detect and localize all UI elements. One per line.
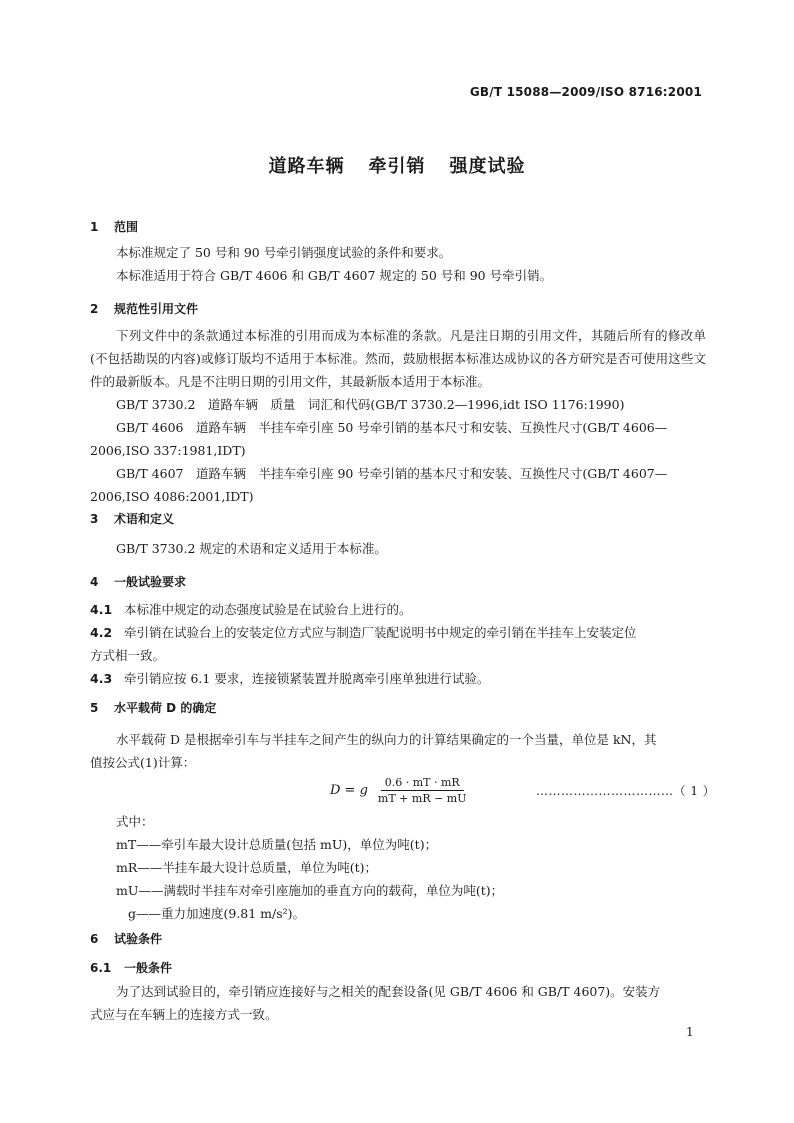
clause-4-2: 4.2 牵引销在试验台上的安装定位方式应与制造厂装配说明书中规定的牵引销在半挂车上安装定位	[90, 625, 637, 640]
formula-denominator: mT + mR − mU	[377, 792, 467, 805]
formula-number: ……………………………（ 1 ）	[536, 784, 716, 798]
reference-item: GB/T 4607 道路车辆 半挂车牵引座 90 号牵引销的基本尺寸和安装、互换性尺寸(GB/T 4607—	[116, 466, 668, 481]
variable-definition: mR——半挂车最大设计总质量，单位为吨(t)；	[116, 860, 378, 875]
section-heading: 6 试验条件	[90, 932, 163, 946]
title-part-2: 牵引销	[368, 156, 426, 177]
section-heading: 2 规范性引用文件	[90, 302, 199, 316]
paragraph: 为了达到试验目的，牵引销应连接好与之相关的配套设备(见 GB/T 4606 和 GB/T 4607)。安装方	[116, 984, 661, 999]
formula-numerator: 0.6 · mT · mR	[381, 776, 464, 791]
formula-fraction	[378, 776, 467, 805]
section-2	[90, 298, 706, 508]
paragraph: GB/T 3730.2 规定的术语和定义适用于本标准。	[116, 541, 387, 556]
reference-item: GB/T 3730.2 道路车辆 质量 词汇和代码(GB/T 3730.2—1996,idt ISO 1176:1990)	[116, 397, 625, 412]
formula-lhs: D = g	[330, 783, 368, 798]
variable-list	[90, 810, 706, 925]
paragraph: 本标准规定了 50 号和 90 号牵引销强度试验的条件和要求。	[116, 245, 452, 260]
formula-1	[330, 776, 467, 805]
variable-definition: mT——牵引车最大设计总质量(包括 mU)，单位为吨(t)；	[116, 837, 438, 852]
reference-continuation: 2006,ISO 337:1981,IDT)	[90, 443, 246, 458]
section-6	[90, 928, 706, 1026]
paragraph: 水平载荷 D 是根据牵引车与半挂车之间产生的纵向力的计算结果确定的一个当量，单位是 kN，其	[116, 732, 657, 747]
standard-code: GB/T 15088—2009/ISO 8716:2001	[469, 85, 702, 99]
section-1	[90, 216, 706, 287]
section-3	[90, 508, 706, 560]
section-4	[90, 571, 706, 690]
reference-continuation: 2006,ISO 4086:2001,IDT)	[90, 489, 254, 504]
variable-definition: g——重力加速度(9.81 m/s²)。	[128, 906, 306, 921]
paragraph: 本标准适用于符合 GB/T 4606 和 GB/T 4607 规定的 50 号和 90 号牵引销。	[116, 268, 553, 283]
clause-continuation: 方式相一致。	[90, 648, 166, 663]
paragraph: 下列文件中的条款通过本标准的引用而成为本标准的条款。凡是注日期的引用文件，其随后所有的修改单(不包括勘误的内容)或修订版均不适用于本标准。然而，鼓励根据本标准达成协议的各方研究是否可使用这些文件的最新版本。凡是不注明日期的引用文件，其最新版本适用于本标准。	[90, 328, 706, 389]
variable-definition: mU——满载时半挂车对牵引座施加的垂直方向的载荷，单位为吨(t)；	[116, 883, 504, 898]
title-part-3: 强度试验	[449, 156, 526, 177]
section-heading: 1 范围	[90, 220, 139, 234]
title-part-1: 道路车辆	[268, 156, 345, 177]
clause-6-1-heading: 6.1 一般条件	[90, 961, 173, 975]
section-heading: 5 水平载荷 D 的确定	[90, 701, 217, 715]
document-title	[0, 152, 794, 178]
section-5	[90, 697, 706, 774]
section-heading: 4 一般试验要求	[90, 575, 187, 589]
section-heading: 3 术语和定义	[90, 512, 175, 526]
paragraph-continuation: 值按公式(1)计算：	[90, 755, 196, 770]
clause-4-1: 4.1 本标准中规定的动态强度试验是在试验台上进行的。	[90, 602, 412, 617]
clause-4-3: 4.3 牵引销应按 6.1 要求，连接锁紧装置并脱离牵引座单独进行试验。	[90, 671, 490, 686]
page-number: 1	[686, 1025, 694, 1039]
where-label: 式中：	[116, 814, 154, 829]
paragraph-continuation: 式应与在车辆上的连接方式一致。	[90, 1007, 278, 1022]
reference-item: GB/T 4606 道路车辆 半挂车牵引座 50 号牵引销的基本尺寸和安装、互换性尺寸(GB/T 4606—	[116, 420, 668, 435]
